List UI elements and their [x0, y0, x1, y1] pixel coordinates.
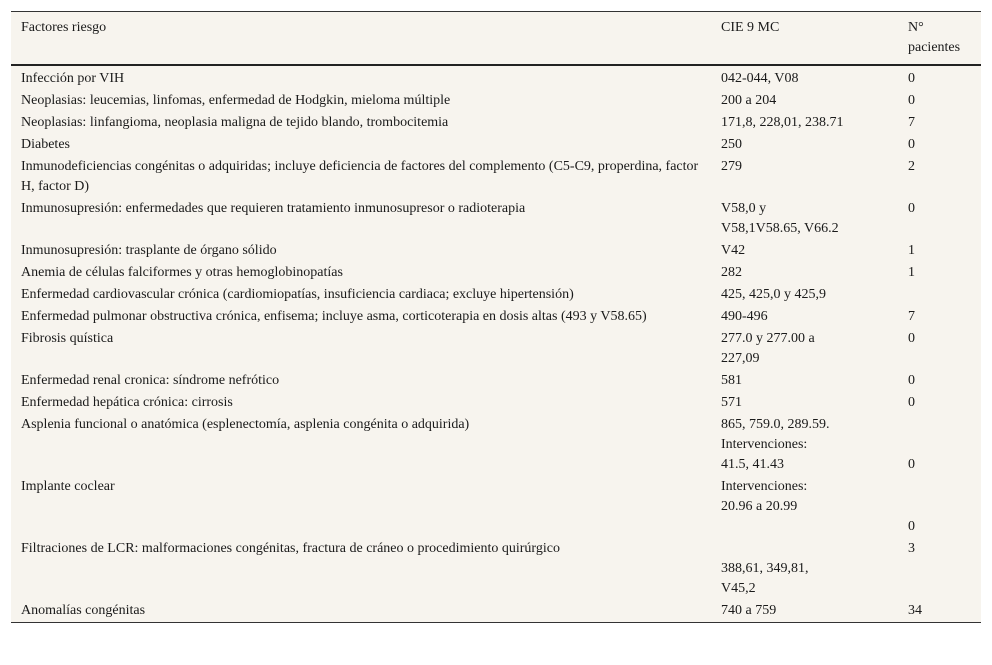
cell-factor: Neoplasias: linfangioma, neoplasia maligna de tejido blando, trombocitemia — [21, 115, 449, 130]
cell-factor: Enfermedad cardiovascular crónica (cardiomiopatías, insuficiencia cardiaca; excluye hipertensión) — [21, 287, 574, 302]
cell-factor: Enfermedad pulmonar obstructiva crónica, enfisema; incluye asma, corticoterapia en dosis altas (493 y V58.65) — [21, 309, 647, 324]
table-row — [11, 414, 981, 476]
risk-factors-table — [11, 12, 981, 622]
cell-factor: Anomalías congénitas — [21, 603, 146, 618]
cell-patients — [898, 156, 981, 198]
table-row — [11, 370, 981, 392]
cell-patients — [898, 90, 981, 112]
cell-cie — [711, 198, 898, 240]
cell-cie — [711, 156, 898, 198]
cell-factor: Inmunosupresión: trasplante de órgano sólido — [21, 243, 277, 258]
cie-code-line: Intervenciones: — [721, 437, 808, 452]
cell-patients — [898, 240, 981, 262]
risk-factors-table-container — [11, 11, 981, 623]
patient-count-line: 0 — [908, 331, 915, 346]
table-row — [11, 538, 981, 600]
patient-count-line — [908, 497, 981, 517]
header-factor: Factores riesgo — [11, 12, 711, 65]
cell-factor: Fibrosis quística — [21, 331, 114, 346]
cell-cie — [711, 538, 898, 600]
cie-code-line: V45,2 — [721, 581, 756, 596]
cell-factor: Enfermedad hepática crónica: cirrosis — [21, 395, 233, 410]
cie-code-line: V58,0 y — [721, 201, 767, 216]
cie-code-line: 279 — [721, 159, 742, 174]
cell-cie — [711, 284, 898, 306]
patient-count-line: 0 — [908, 137, 915, 152]
patient-count-line: 0 — [908, 457, 915, 472]
cie-code-line: 740 a 759 — [721, 603, 777, 618]
table-row — [11, 90, 981, 112]
table-row — [11, 198, 981, 240]
cell-patients — [898, 600, 981, 622]
cell-cie — [711, 328, 898, 370]
patient-count-line: 7 — [908, 309, 915, 324]
cell-factor: Diabetes — [21, 137, 70, 152]
patient-count-line — [908, 415, 981, 435]
cie-code-line: 042-044, V08 — [721, 71, 799, 86]
cell-factor: Anemia de células falciformes y otras hemoglobinopatías — [21, 265, 343, 280]
cell-cie — [711, 600, 898, 622]
cell-patients — [898, 284, 981, 306]
cell-cie — [711, 262, 898, 284]
patient-count-line: 7 — [908, 115, 915, 130]
cell-patients — [898, 306, 981, 328]
patient-count-line: 34 — [908, 603, 922, 618]
header-cie: CIE 9 MC — [711, 12, 898, 65]
table-row — [11, 306, 981, 328]
header-patients — [898, 12, 981, 65]
cell-factor: Filtraciones de LCR: malformaciones congénitas, fractura de cráneo o procedimiento quirúrgico — [21, 541, 560, 556]
cie-code-line: 865, 759.0, 289.59. — [721, 417, 830, 432]
cell-cie — [711, 414, 898, 476]
patient-count-line: 0 — [908, 519, 915, 534]
table-row — [11, 284, 981, 306]
patient-count-line: 1 — [908, 243, 915, 258]
cie-code-line — [721, 517, 898, 537]
cell-cie — [711, 306, 898, 328]
cie-code-line: 171,8, 228,01, 238.71 — [721, 115, 844, 130]
patient-count-line: 0 — [908, 93, 915, 108]
cell-factor: Enfermedad renal cronica: síndrome nefrótico — [21, 373, 280, 388]
patient-count-line: 0 — [908, 395, 915, 410]
table-row — [11, 112, 981, 134]
cie-code-line: 277.0 y 277.00 a — [721, 331, 815, 346]
table-row — [11, 134, 981, 156]
cell-patients — [898, 134, 981, 156]
cell-cie — [711, 370, 898, 392]
table-row — [11, 65, 981, 90]
patient-count-line: 2 — [908, 159, 915, 174]
cie-code-line: Intervenciones: — [721, 479, 808, 494]
cell-patients — [898, 262, 981, 284]
table-row — [11, 328, 981, 370]
cell-factor: Asplenia funcional o anatómica (esplenectomía, asplenia congénita o adquirida) — [21, 417, 470, 432]
cell-patients — [898, 198, 981, 240]
cie-code-line: 425, 425,0 y 425,9 — [721, 287, 826, 302]
cie-code-line: 282 — [721, 265, 742, 280]
cell-cie — [711, 112, 898, 134]
cie-code-line: 250 — [721, 137, 742, 152]
patient-count-line: 0 — [908, 373, 915, 388]
cie-code-line: 227,09 — [721, 351, 760, 366]
cie-code-line: V42 — [721, 243, 746, 258]
cell-patients — [898, 414, 981, 476]
cell-cie — [711, 134, 898, 156]
patient-count-line: 1 — [908, 265, 915, 280]
cell-factor: Infección por VIH — [21, 71, 125, 86]
cie-code-line: 581 — [721, 373, 742, 388]
cell-factor: Implante coclear — [21, 479, 115, 494]
patient-count-line: 0 — [908, 71, 915, 86]
cell-patients — [898, 328, 981, 370]
table-header-row — [11, 12, 981, 65]
cell-patients — [898, 476, 981, 538]
patient-count-line: 0 — [908, 201, 915, 216]
table-row — [11, 476, 981, 538]
patient-count-line — [908, 435, 981, 455]
table-row — [11, 600, 981, 622]
patient-count-line — [908, 285, 981, 305]
cell-cie — [711, 65, 898, 90]
patient-count-line — [908, 579, 981, 599]
table-row — [11, 392, 981, 414]
table-row — [11, 262, 981, 284]
cell-factor: Inmunodeficiencias congénitas o adquiridas; incluye deficiencia de factores del complemento (C5-C9, properdina, factor H, factor D) — [21, 159, 699, 194]
cell-patients — [898, 112, 981, 134]
patient-count-line — [908, 559, 981, 579]
cie-code-line: 571 — [721, 395, 742, 410]
cie-code-line: 20.96 a 20.99 — [721, 499, 798, 514]
cell-cie — [711, 240, 898, 262]
cell-patients — [898, 392, 981, 414]
cie-code-line: V58,1V58.65, V66.2 — [721, 221, 839, 236]
cell-cie — [711, 90, 898, 112]
table-row — [11, 156, 981, 198]
cell-factor: Neoplasias: leucemias, linfomas, enfermedad de Hodgkin, mieloma múltiple — [21, 93, 451, 108]
cie-code-line: 490-496 — [721, 309, 768, 324]
header-patients-line2: pacientes — [908, 40, 961, 55]
cell-cie — [711, 392, 898, 414]
patient-count-line — [908, 477, 981, 497]
cie-code-line — [721, 539, 898, 559]
table-body — [11, 65, 981, 622]
cell-factor: Inmunosupresión: enfermedades que requieren tratamiento inmunosupresor o radioterapia — [21, 201, 526, 216]
table-row — [11, 240, 981, 262]
cie-code-line: 388,61, 349,81, — [721, 561, 809, 576]
patient-count-line: 3 — [908, 541, 915, 556]
cell-patients — [898, 65, 981, 90]
cie-code-line: 41.5, 41.43 — [721, 457, 784, 472]
cell-patients — [898, 370, 981, 392]
header-patients-line1: N° — [908, 20, 924, 35]
cie-code-line: 200 a 204 — [721, 93, 777, 108]
cell-patients — [898, 538, 981, 600]
cell-cie — [711, 476, 898, 538]
